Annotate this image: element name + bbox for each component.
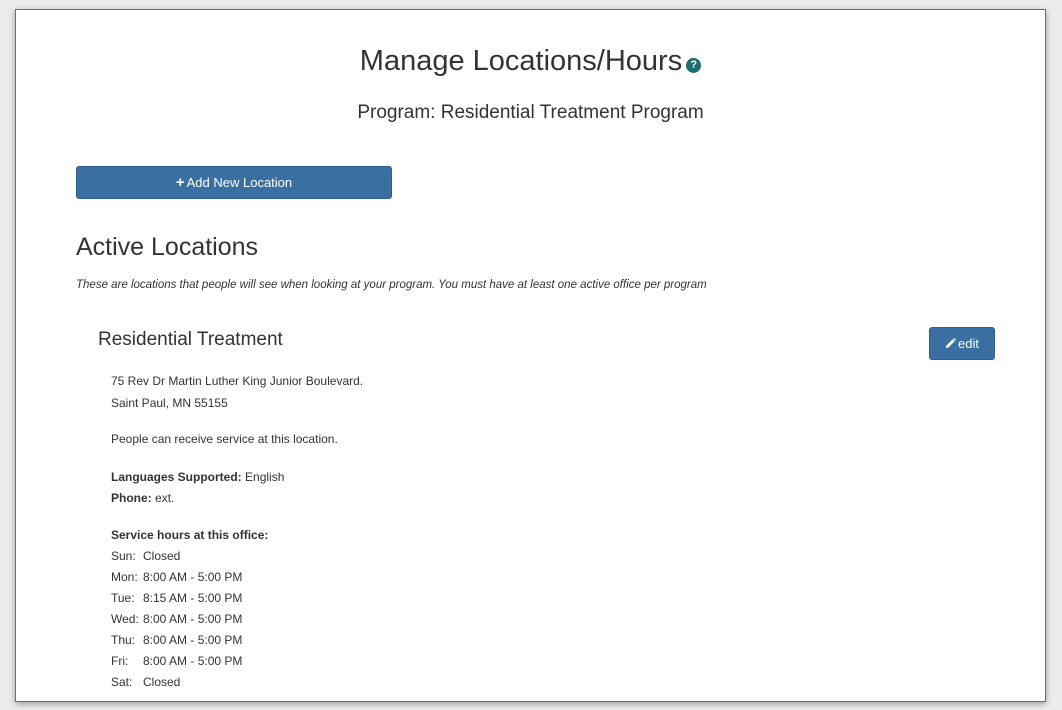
hours-day: Mon: bbox=[111, 570, 138, 584]
hours-day: Sun: bbox=[111, 549, 136, 563]
languages-value: English bbox=[245, 470, 285, 484]
edit-location-button[interactable] bbox=[929, 327, 995, 360]
address-line-1: 75 Rev Dr Martin Luther King Junior Boulevard. bbox=[111, 374, 364, 388]
page-title-text: Manage Locations/Hours bbox=[359, 45, 683, 77]
page-container bbox=[15, 9, 1046, 702]
hours-row bbox=[111, 569, 242, 585]
address-line-2: Saint Paul, MN 55155 bbox=[111, 396, 228, 410]
hours-time: Closed bbox=[143, 675, 181, 689]
hours-day: Sat: bbox=[111, 675, 133, 689]
hours-row bbox=[111, 548, 180, 564]
hours-day: Thu: bbox=[111, 633, 136, 647]
active-locations-heading: Active Locations bbox=[76, 233, 259, 261]
hours-day: Tue: bbox=[111, 591, 135, 605]
edit-label: edit bbox=[958, 336, 979, 351]
hours-time: 8:15 AM - 5:00 PM bbox=[143, 591, 243, 605]
languages-row bbox=[111, 469, 284, 485]
phone-row bbox=[111, 490, 174, 506]
hours-row bbox=[111, 653, 242, 669]
hours-day: Fri: bbox=[111, 654, 129, 668]
pencil-icon bbox=[945, 329, 956, 360]
hours-row bbox=[111, 674, 180, 690]
location-name: Residential Treatment bbox=[98, 329, 283, 350]
hours-time: 8:00 AM - 5:00 PM bbox=[143, 612, 243, 626]
phone-value: ext. bbox=[155, 491, 175, 505]
active-locations-note: These are locations that people will see when looking at your program. You must have at least one active office per program bbox=[76, 279, 707, 291]
question-circle-icon[interactable]: ? bbox=[686, 58, 701, 73]
hours-row bbox=[111, 590, 242, 606]
hours-time: Closed bbox=[143, 549, 181, 563]
page-title bbox=[16, 43, 1045, 79]
languages-label: Languages Supported: bbox=[111, 470, 242, 484]
program-subtitle: Program: Residential Treatment Program bbox=[357, 102, 704, 123]
hours-heading: Service hours at this office: bbox=[111, 528, 269, 542]
hours-time: 8:00 AM - 5:00 PM bbox=[143, 633, 243, 647]
hours-time: 8:00 AM - 5:00 PM bbox=[143, 570, 243, 584]
plus-icon: + bbox=[175, 174, 185, 191]
hours-day: Wed: bbox=[111, 612, 139, 626]
add-new-location-button[interactable] bbox=[76, 166, 392, 199]
service-note: People can receive service at this location. bbox=[111, 432, 338, 446]
add-new-location-label: Add New Location bbox=[186, 175, 293, 190]
hours-row bbox=[111, 611, 242, 627]
hours-row bbox=[111, 632, 242, 648]
phone-label: Phone: bbox=[111, 491, 152, 505]
hours-time: 8:00 AM - 5:00 PM bbox=[143, 654, 243, 668]
